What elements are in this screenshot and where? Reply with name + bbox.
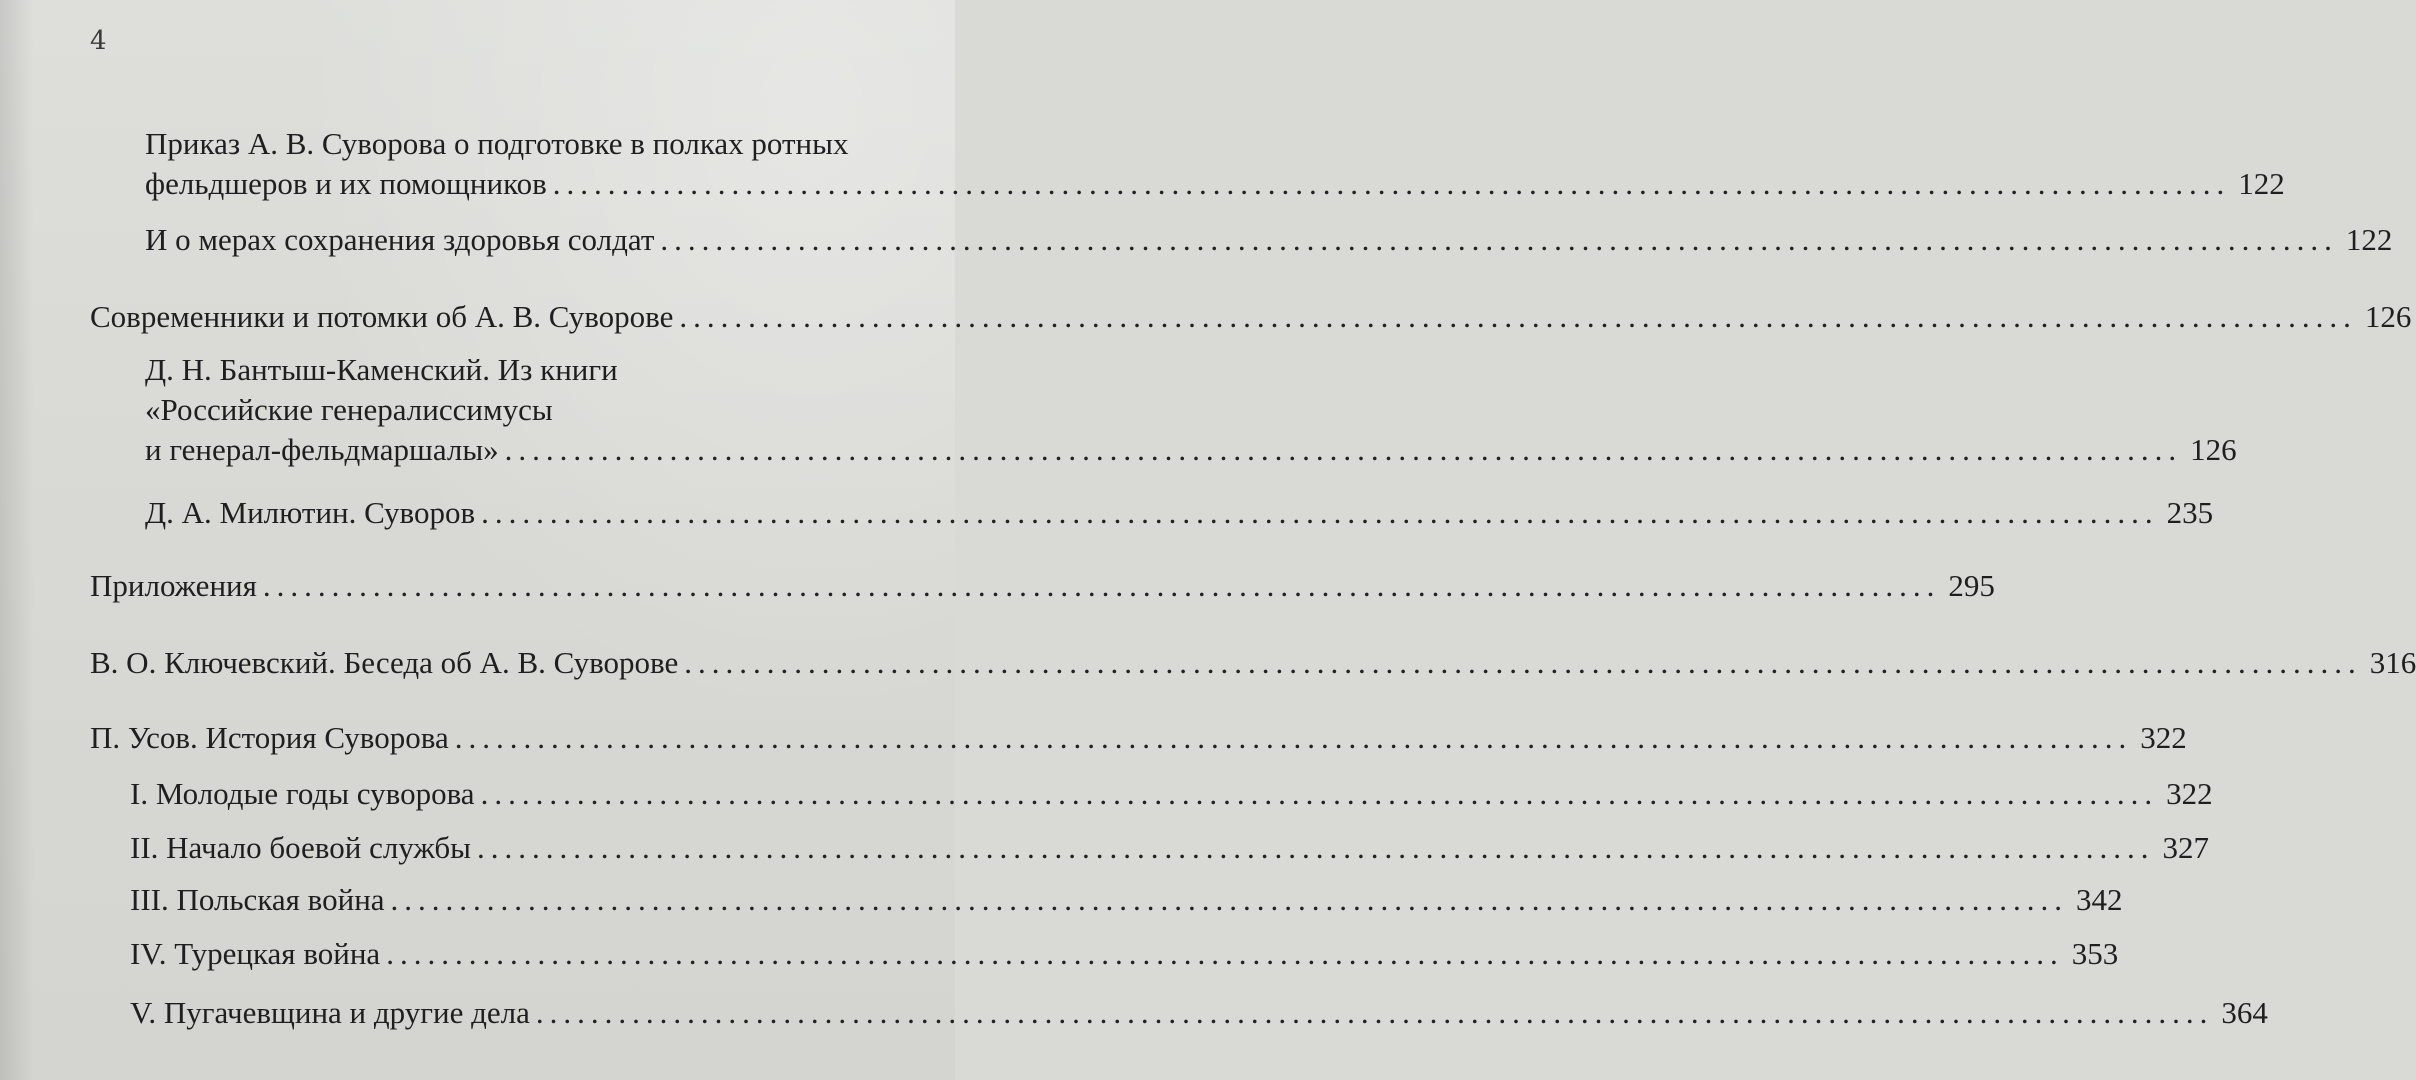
leader-dots: ..........................................................................................................................: [386, 936, 2064, 971]
leader-dots: ..........................................................................................................................: [684, 645, 2362, 680]
leader-dots: ..........................................................................................................................: [454, 720, 2133, 755]
toc-entry-final-line: [145, 430, 2237, 470]
toc-entry-final-line: [130, 993, 2268, 1033]
toc-entry-page: 122: [2238, 166, 2285, 201]
toc-entry-page: 353: [2071, 936, 2119, 971]
toc-entry-title-line: Д. Н. Бантыш-Каменский. Из книги: [145, 352, 618, 387]
toc-entry-usov-chapter-5: [130, 993, 2268, 1033]
toc-entry-milyutin: [145, 493, 2214, 533]
toc-entry-final-line: [145, 220, 2393, 260]
toc-entry-title-line: Приложения: [90, 568, 257, 603]
toc-entry-page: 235: [2166, 495, 2214, 530]
toc-entry-title-line: В. О. Ключевский. Беседа об А. В. Суворове: [90, 645, 679, 680]
toc-entry-final-line: [90, 643, 2416, 683]
toc-entry-title-line: Д. А. Милютин. Суворов: [145, 495, 476, 530]
toc-entry-page: 322: [2166, 776, 2213, 811]
toc-entry-final-line: [90, 718, 2187, 758]
leader-dots: ..........................................................................................................................: [480, 776, 2159, 811]
toc-entry-page: 342: [2076, 882, 2123, 917]
toc-entry-final-line: [130, 774, 2213, 814]
toc-entry-order-training-feldshers: [145, 124, 2285, 204]
toc-entry-title-line: V. Пугачевщина и другие дела: [130, 995, 530, 1030]
toc-entry-klyuchevsky: [90, 643, 2416, 683]
toc-entry-usov-chapter-1: [130, 774, 2213, 814]
leader-dots: ..........................................................................................................................: [390, 882, 2069, 917]
toc-entry-contemporaries-and-descendants: [90, 297, 2412, 337]
toc-entry-title-line: «Российские генералиссимусы: [145, 392, 553, 427]
toc-entry-title-line: фельдшеров и их помощников: [145, 166, 547, 201]
toc-entry-title-line: III. Польская война: [130, 882, 385, 917]
toc-entry-title-line: IV. Турецкая война: [130, 936, 381, 971]
toc-entry-page: 126: [2364, 299, 2412, 334]
page-number: 4: [90, 26, 107, 56]
toc-entry-usov-chapter-2: [130, 828, 2209, 868]
toc-entry-usov-chapter-4: [130, 934, 2119, 974]
toc-entry-final-line: [130, 828, 2209, 868]
toc-entry-page: 122: [2345, 222, 2393, 257]
leader-dots: ..........................................................................................................................: [481, 495, 2159, 530]
toc-entry-final-line: [145, 164, 2285, 204]
leader-dots: ..........................................................................................................................: [504, 432, 2183, 467]
toc-entry-page: 322: [2140, 720, 2187, 755]
toc-entry-final-line: [145, 493, 2214, 533]
leader-dots: ..........................................................................................................................: [552, 166, 2231, 201]
toc-entry-bantysh-kamensky: [145, 350, 2237, 470]
toc-entry-title-line: I. Молодые годы суворова: [130, 776, 475, 811]
leader-dots: ..........................................................................................................................: [477, 830, 2155, 865]
toc-entry-page: 327: [2162, 830, 2209, 865]
toc-entry-appendices: [90, 566, 1995, 606]
toc-entry-title-line: И о мерах сохранения здоровья солдат: [145, 222, 655, 257]
toc-entry-final-line: [130, 934, 2119, 974]
toc-entry-page: 126: [2190, 432, 2237, 467]
toc-entry-title-line: П. Усов. История Суворова: [90, 720, 449, 755]
toc-entry-title-line: Приказ А. В. Суворова о подготовке в полках ротных: [145, 126, 849, 161]
toc-entry-title-line: II. Начало боевой службы: [130, 830, 471, 865]
leader-dots: ..........................................................................................................................: [262, 568, 1941, 603]
leader-dots: ..........................................................................................................................: [660, 222, 2338, 257]
leader-dots: ..........................................................................................................................: [535, 995, 2214, 1030]
toc-entry-title-line: и генерал-фельдмаршалы»: [145, 432, 499, 467]
toc-entry-usov-chapter-3: [130, 880, 2123, 920]
toc-entry-final-line: [90, 297, 2412, 337]
leader-dots: ..........................................................................................................................: [679, 299, 2357, 334]
toc-entry-title-line: Современники и потомки об А. В. Суворове: [90, 299, 674, 334]
toc-entry-page: 316: [2369, 645, 2416, 680]
toc-entry-usov-history: [90, 718, 2187, 758]
toc-entry-final-line: [90, 566, 1995, 606]
toc-entry-page: 364: [2221, 995, 2268, 1030]
toc-entry-final-line: [130, 880, 2123, 920]
toc-entry-soldier-health-measures: [145, 220, 2393, 260]
toc-entry-page: 295: [1948, 568, 1995, 603]
